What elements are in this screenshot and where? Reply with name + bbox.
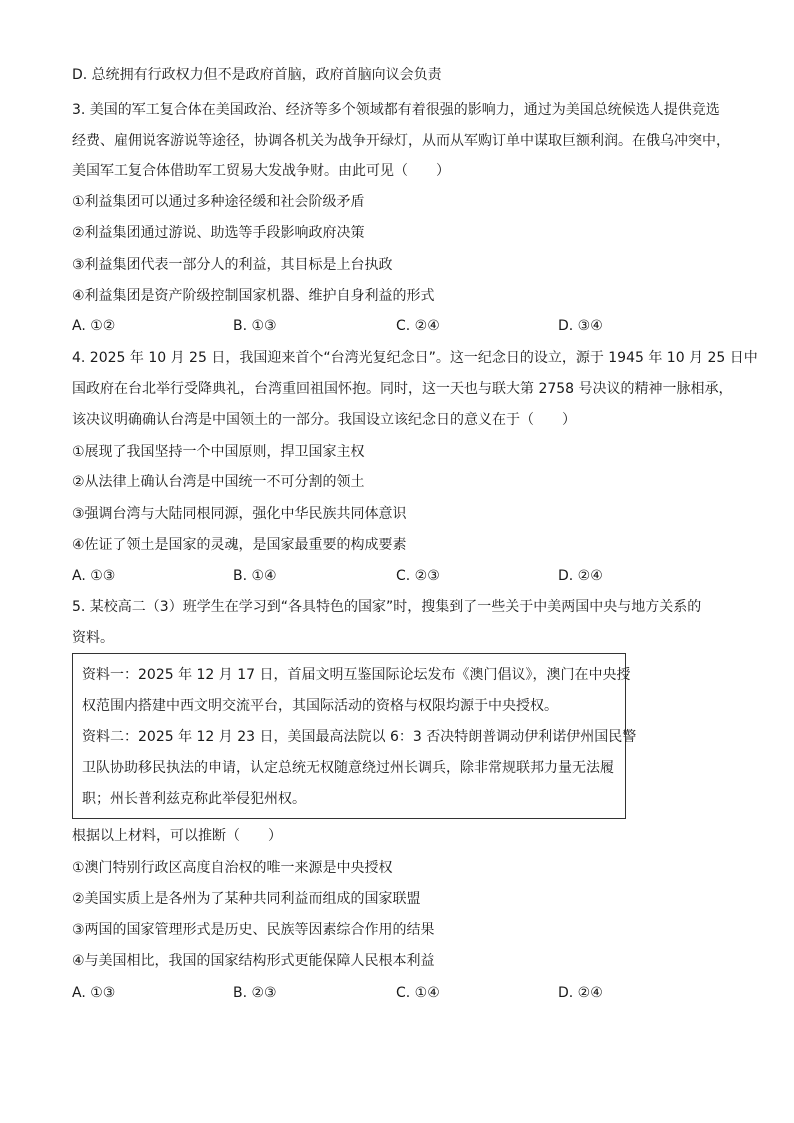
q5-statement-3: ③两国的国家管理形式是历史、民族等因素综合作用的结果 <box>72 922 435 938</box>
q5-options <box>72 983 722 1003</box>
q3-statement-2: ②利益集团通过游说、助选等手段影响政府决策 <box>72 225 365 241</box>
q5-statement-2: ②美国实质上是各州为了某种共同利益而组成的国家联盟 <box>72 891 421 907</box>
q3-statement-1: ①利益集团可以通过多种途径缓和社会阶级矛盾 <box>72 194 365 210</box>
q5-question: 根据以上材料，可以推断（ ） <box>72 828 282 844</box>
q5-option-a[interactable]: A. ①③ <box>72 985 116 1001</box>
q3-stem-line: 美国军工复合体借助军工贸易大发战争财。由此可见（ ） <box>72 163 450 179</box>
q5-option-c[interactable]: C. ①④ <box>396 985 440 1001</box>
q4-statement-3: ③强调台湾与大陆同根同源，强化中华民族共同体意识 <box>72 506 407 522</box>
q4-option-a[interactable]: A. ①③ <box>72 568 116 584</box>
q5-statement-1: ①澳门特别行政区高度自治权的唯一来源是中央授权 <box>72 860 393 876</box>
q3-statement-3: ③利益集团代表一部分人的利益，其目标是上台执政 <box>72 257 393 273</box>
q4-option-c[interactable]: C. ②③ <box>396 568 440 584</box>
q5-statement-4: ④与美国相比，我国的国家结构形式更能保障人民根本利益 <box>72 953 435 969</box>
q4-statement-4: ④佐证了领土是国家的灵魂，是国家最重要的构成要素 <box>72 537 407 553</box>
q5-option-b[interactable]: B. ②③ <box>233 985 277 1001</box>
q4-option-b[interactable]: B. ①④ <box>233 568 277 584</box>
q3-stem-line: 经费、雇佣说客游说等途径，协调各机关为战争开绿灯，从而从军购订单中谋取巨额利润。在俄乌冲突中， <box>72 133 730 149</box>
q2-option-d: D. 总统拥有行政权力但不是政府首脑，政府首脑向议会负责 <box>72 67 442 83</box>
q4-stem-line: 国政府在台北举行受降典礼，台湾重回祖国怀抱。同时，这一天也与联大第 2758 号决议的精神一脉相承， <box>72 381 733 397</box>
material-line: 卫队协助移民执法的申请，认定总统无权随意绕过州长调兵，除非常规联邦力量无法履 <box>82 760 614 776</box>
q4-statement-1: ①展现了我国坚持一个中国原则，捍卫国家主权 <box>72 444 365 460</box>
q3-option-c[interactable]: C. ②④ <box>396 318 440 334</box>
material-line: 职；州长普利兹克称此举侵犯州权。 <box>82 791 306 807</box>
q4-options <box>72 566 722 586</box>
material-line: 资料一：2025 年 12 月 17 日，首届文明互鉴国际论坛发布《澳门倡议》，澳门在中央授 <box>82 667 631 683</box>
q4-option-d[interactable]: D. ②④ <box>558 568 603 584</box>
q4-stem-line: 该决议明确确认台湾是中国领土的一部分。我国设立该纪念日的意义在于（ ） <box>72 412 576 428</box>
q3-stem-line: 3. 美国的军工复合体在美国政治、经济等多个领域都有着很强的影响力，通过为美国总统候选人提供竞选 <box>72 102 720 118</box>
q3-options <box>72 316 722 336</box>
q3-option-b[interactable]: B. ①③ <box>233 318 277 334</box>
material-line: 权范围内搭建中西文明交流平台，其国际活动的资格与权限均源于中央授权。 <box>82 698 558 714</box>
q5-stem-line: 5. 某校高二（3）班学生在学习到“各具特色的国家”时，搜集到了一些关于中美两国中央与地方关系的 <box>72 599 702 615</box>
material-box <box>72 653 637 819</box>
material-line: 资料二：2025 年 12 月 23 日，美国最高法院以 6：3 否决特朗普调动伊利诺伊州国民警 <box>82 729 637 745</box>
q3-option-a[interactable]: A. ①② <box>72 318 116 334</box>
q5-option-d[interactable]: D. ②④ <box>558 985 603 1001</box>
q5-stem-line: 资料。 <box>72 630 114 646</box>
q4-stem-line: 4. 2025 年 10 月 25 日，我国迎来首个“台湾光复纪念日”。这一纪念日的设立，源于 1945 年 10 月 25 日中 <box>72 350 758 366</box>
q4-statement-2: ②从法律上确认台湾是中国统一不可分割的领土 <box>72 474 365 490</box>
q3-statement-4: ④利益集团是资产阶级控制国家机器、维护自身利益的形式 <box>72 288 435 304</box>
q3-option-d[interactable]: D. ③④ <box>558 318 603 334</box>
